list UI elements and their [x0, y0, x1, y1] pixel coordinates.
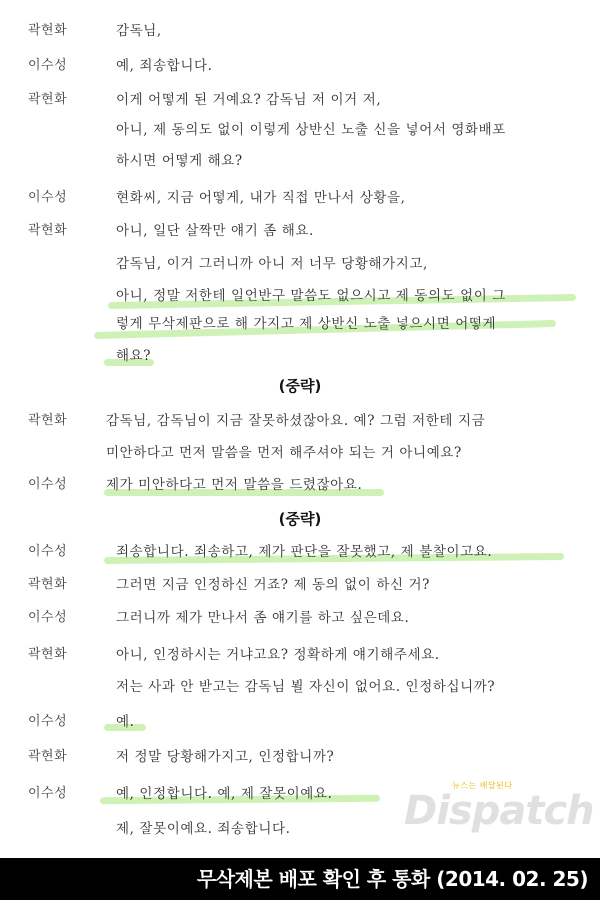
line-text: 현화씨, 지금 어떻게, 내가 직접 만나서 상황을,	[116, 190, 406, 206]
line-text: 예.	[116, 714, 135, 730]
line-text: 예, 인정합니다. 예, 제 잘못이예요.	[116, 786, 333, 802]
transcript-line	[0, 187, 600, 209]
speaker-label: 이수성	[28, 786, 68, 801]
transcript-line	[0, 442, 600, 464]
speaker-label: 곽현화	[28, 223, 68, 238]
omission-marker: (중략)	[278, 377, 322, 395]
transcript-line	[0, 20, 600, 42]
line-text: 감독님, 감독님이 지금 잘못하셨잖아요. 예? 그럼 저한테 지금	[106, 413, 486, 429]
speaker-label: 곽현화	[28, 413, 68, 428]
transcript-line	[0, 55, 600, 77]
speaker-label: 이수성	[28, 544, 68, 559]
speaker-label: 곽현화	[28, 749, 68, 764]
transcript-line	[0, 474, 600, 496]
speaker-label: 이수성	[28, 58, 68, 73]
caption-text: 무삭제본 배포 확인 후 통화 (2014. 02. 25)	[196, 867, 588, 891]
transcript-line	[0, 541, 600, 563]
transcript-line	[0, 313, 600, 335]
caption-bar	[0, 858, 600, 900]
transcript-line	[0, 746, 600, 768]
speaker-label: 이수성	[28, 190, 68, 205]
watermark-tagline: 뉴스는 배달된다	[452, 781, 513, 790]
transcript-line	[0, 410, 600, 432]
line-text: 해요?	[116, 348, 152, 364]
transcript-line	[0, 150, 600, 172]
dispatch-watermark	[404, 776, 594, 846]
omission-marker: (중략)	[278, 510, 322, 528]
transcript-line	[0, 676, 600, 698]
line-text: 예, 죄송합니다.	[116, 58, 213, 74]
speaker-label: 이수성	[28, 610, 68, 625]
speaker-label: 곽현화	[28, 647, 68, 662]
transcript-line	[0, 89, 600, 111]
line-text: 아니, 제 동의도 없이 이렇게 상반신 노출 신을 넣어서 영화배포	[116, 122, 506, 138]
watermark-logo: Dispatch	[404, 788, 594, 834]
speaker-label: 곽현화	[28, 23, 68, 38]
line-text: 저 정말 당황해가지고, 인정합니까?	[116, 749, 335, 765]
line-text: 아니, 정말 저한테 일언반구 말씀도 없으시고 제 동의도 없이 그	[116, 288, 506, 304]
speaker-label: 이수성	[28, 714, 68, 729]
line-text: 그러니까 제가 만나서 좀 얘기를 하고 싶은데요.	[116, 610, 410, 626]
speaker-label: 곽현화	[28, 92, 68, 107]
line-text: 렇게 무삭제판으로 해 가지고 제 상반신 노출 넣으시면 어떻게	[116, 316, 497, 332]
line-text: 아니, 인정하시는 거냐고요? 정확하게 얘기해주세요.	[116, 647, 440, 663]
transcript-line	[0, 220, 600, 242]
line-text: 미안하다고 먼저 말씀을 먼저 해주셔야 되는 거 아니예요?	[106, 445, 462, 461]
line-text: 죄송합니다. 죄송하고, 제가 판단을 잘못했고, 제 불찰이고요.	[116, 544, 493, 560]
speaker-label: 곽현화	[28, 577, 68, 592]
line-text: 저는 사과 안 받고는 감독님 뵐 자신이 없어요. 인정하십니까?	[116, 679, 496, 695]
transcript-line	[0, 607, 600, 629]
transcript-line	[0, 644, 600, 666]
transcript-line	[0, 119, 600, 141]
line-text: 감독님,	[116, 23, 162, 39]
transcript-line	[0, 711, 600, 733]
transcript-line	[0, 253, 600, 275]
line-text: 이게 어떻게 된 거예요? 감독님 저 이거 저,	[116, 92, 382, 108]
line-text: 제가 미안하다고 먼저 말씀을 드렸잖아요.	[106, 477, 363, 493]
speaker-label: 이수성	[28, 477, 68, 492]
line-text: 그러면 지금 인정하신 거죠? 제 동의 없이 하신 거?	[116, 577, 430, 593]
transcript-line	[0, 345, 600, 367]
line-text: 아니, 일단 살짝만 얘기 좀 해요.	[116, 223, 314, 239]
transcript-line	[0, 285, 600, 307]
line-text: 감독님, 이거 그러니까 아니 저 너무 당황해가지고,	[116, 256, 428, 272]
transcript-line	[0, 574, 600, 596]
line-text: 제, 잘못이예요. 죄송합니다.	[116, 821, 291, 837]
line-text: 하시면 어떻게 해요?	[116, 153, 243, 169]
